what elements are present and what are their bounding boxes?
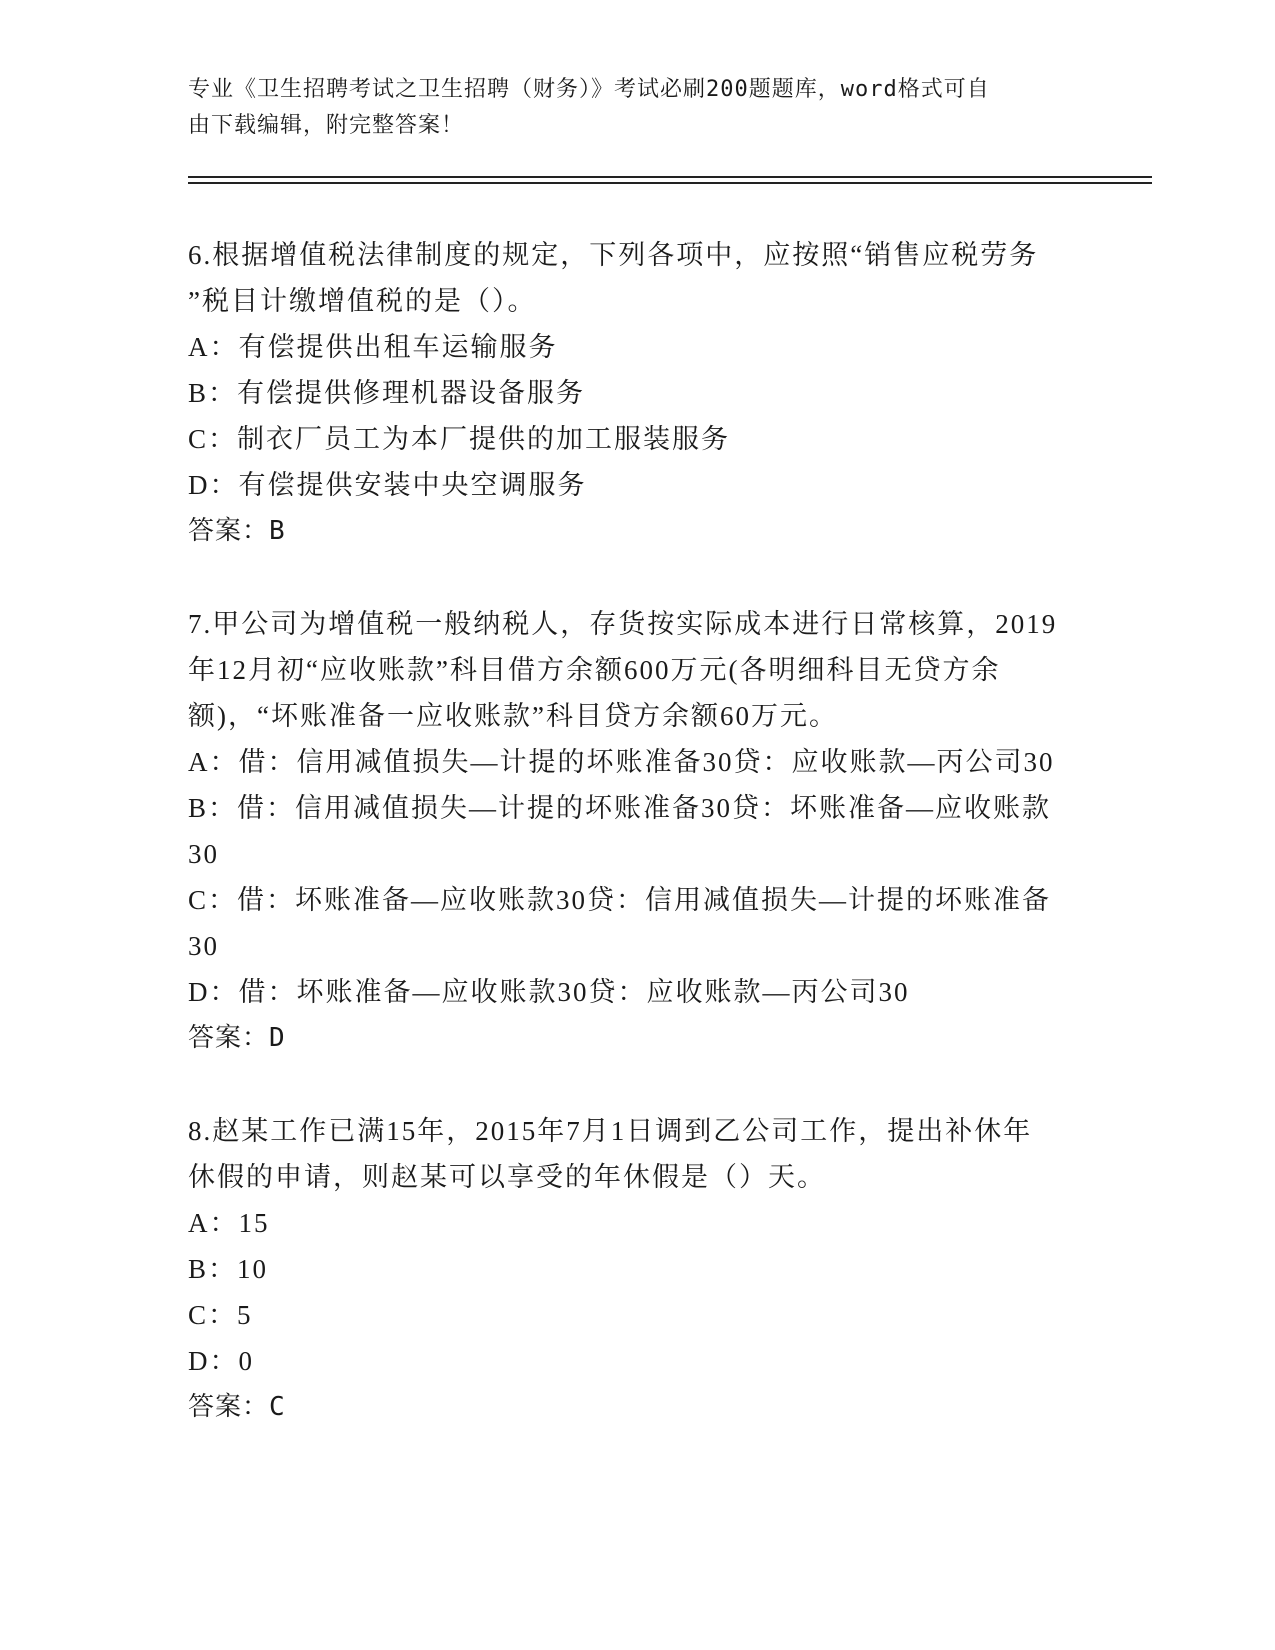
option-c: C：5 <box>188 1300 253 1330</box>
document-header <box>188 72 1068 144</box>
option-d: D：有偿提供安装中央空调服务 <box>188 470 587 500</box>
answer: 答案：C <box>188 1392 286 1422</box>
question-text-line: 休假的申请，则赵某可以享受的年休假是（）天。 <box>188 1162 826 1192</box>
question-text <box>188 232 1088 324</box>
header-divider-top <box>188 176 1152 178</box>
option-c: C：借：坏账准备—应收账款30贷：信用减值损失—计提的坏账准备 <box>188 885 1052 915</box>
option-d: D：0 <box>188 1346 254 1376</box>
question-text-line: 7.甲公司为增值税一般纳税人，存货按实际成本进行日常核算，2019 <box>188 609 1058 639</box>
header-line-2: 由下载编辑，附完整答案！ <box>188 113 465 138</box>
question-text-line: 年12月初“应收账款”科目借方余额600万元(各明细科目无贷方余 <box>188 655 1001 685</box>
question-text <box>188 1108 1088 1200</box>
option-c-continued: 30 <box>188 931 219 961</box>
question-6 <box>188 232 1088 554</box>
option-b: B：借：信用减值损失—计提的坏账准备30贷：坏账准备—应收账款 <box>188 793 1052 823</box>
option-b: B：10 <box>188 1254 269 1284</box>
question-7 <box>188 601 1088 1061</box>
question-text-line: ”税目计缴增值税的是（）。 <box>188 286 537 316</box>
option-a: A：借：信用减值损失—计提的坏账准备30贷：应收账款—丙公司30 <box>188 747 1055 777</box>
option-c: C：制衣厂员工为本厂提供的加工服装服务 <box>188 424 731 454</box>
answer: 答案：D <box>188 1023 286 1053</box>
header-line-1: 专业《卫生招聘考试之卫生招聘（财务）》考试必刷200题题库，word格式可自 <box>188 77 990 102</box>
option-b: B：有偿提供修理机器设备服务 <box>188 378 586 408</box>
header-divider-bottom <box>188 182 1152 184</box>
question-text-line: 额)，“坏账准备一应收账款”科目贷方余额60万元。 <box>188 701 838 731</box>
answer: 答案：B <box>188 516 286 546</box>
question-text <box>188 601 1088 739</box>
option-b-continued: 30 <box>188 839 219 869</box>
question-text-line: 8.赵某工作已满15年，2015年7月1日调到乙公司工作，提出补休年 <box>188 1116 1033 1146</box>
option-a: A：15 <box>188 1208 270 1238</box>
option-a: A：有偿提供出租车运输服务 <box>188 332 558 362</box>
question-text-line: 6.根据增值税法律制度的规定，下列各项中，应按照“销售应税劳务 <box>188 240 1039 270</box>
option-d: D：借：坏账准备—应收账款30贷：应收账款—丙公司30 <box>188 977 910 1007</box>
question-list <box>188 232 1088 1477</box>
question-8 <box>188 1108 1088 1430</box>
